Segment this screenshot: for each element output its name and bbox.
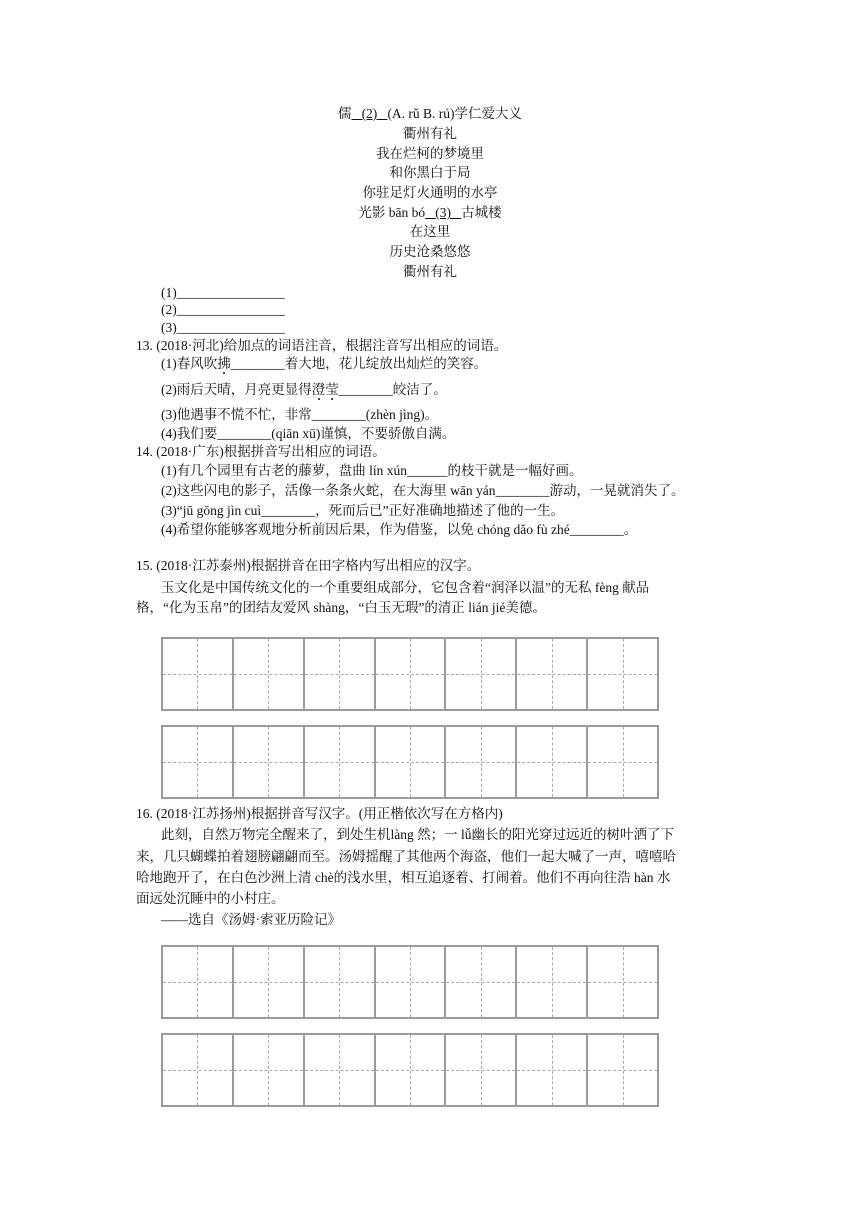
q13-item-2-prefix: (2)雨后天晴，月亮更显得 — [161, 382, 312, 397]
q13-dotted-char: 莹 — [325, 382, 339, 397]
tian-grid-cell[interactable] — [588, 727, 659, 797]
q14-item-1[interactable]: (1)有几个园里有古老的藤萝，盘曲 lín xún______的枝干就是一幅好画。 — [161, 463, 583, 478]
q16-source: ——选自《汤姆·索亚历险记》 — [161, 912, 341, 927]
tian-grid-cell[interactable] — [234, 1035, 305, 1105]
q16-title: 16. (2018·江苏扬州)根据拼音写汉字。(用正楷依次写在方格内) — [136, 806, 503, 821]
q15-paragraph-line-1: 玉文化是中国传统文化的一个重要组成部分，它包含着“润泽以温”的无私 fèng 献品 — [161, 580, 650, 595]
q15-grid-row-1[interactable] — [161, 637, 659, 711]
answer-blank-1[interactable]: (1)________________ — [161, 285, 285, 300]
q13-item-1-prefix: (1)春风吹 — [161, 356, 218, 371]
tian-grid-cell[interactable] — [446, 639, 517, 709]
q14-item-3[interactable]: (3)“jū gōng jìn cuì________，死而后已”正好准确地描述了他的一生。 — [161, 503, 565, 518]
poem-blank-3[interactable] — [425, 205, 461, 220]
q13-dotted-char: 拂 — [217, 356, 231, 371]
answer-blank-2[interactable]: (2)________________ — [161, 302, 285, 317]
q15-title: 15. (2018·江苏泰州)根据拼音在田字格内写出相应的汉字。 — [136, 558, 481, 573]
tian-grid-cell[interactable] — [517, 947, 588, 1017]
tian-grid-cell[interactable] — [305, 1035, 376, 1105]
tian-grid-cell[interactable] — [588, 639, 659, 709]
q13-item-1-suffix[interactable]: ________着大地，花儿绽放出灿烂的笑容。 — [230, 356, 488, 371]
tian-grid-cell[interactable] — [163, 639, 234, 709]
q14-title: 14. (2018·广东)根据拼音写出相应的词语。 — [136, 444, 386, 459]
q13-item-4[interactable]: (4)我们要________(qiān xū)谨慎，不要骄傲自满。 — [161, 426, 456, 441]
q16-paragraph-line-3: 哈地跑开了，在白色沙洲上清 chè的浅水里，相互追逐着、打闹着。他们不再向往浩 hàn 水 — [136, 870, 671, 885]
poem-line-2: 衢州有礼 — [403, 126, 457, 141]
tian-grid-cell[interactable] — [376, 727, 447, 797]
poem-blank-2-label: (2) — [361, 106, 378, 121]
q16-grid-row-1[interactable] — [161, 945, 659, 1019]
q16-paragraph-line-4: 面远处沉睡中的小村庄。 — [136, 891, 285, 906]
q13-item-2 — [161, 380, 447, 399]
tian-grid-cell[interactable] — [305, 727, 376, 797]
poem-line-6 — [0, 203, 860, 222]
tian-grid-cell[interactable] — [446, 1035, 517, 1105]
poem-line-8: 历史沧桑悠悠 — [389, 244, 471, 259]
q13-item-1 — [161, 354, 487, 373]
poem-line-1-suffix: (A. rǔ B. rú)学仁爱大义 — [387, 106, 523, 121]
tian-grid-cell[interactable] — [376, 1035, 447, 1105]
q14-item-4[interactable]: (4)希望你能够客观地分析前因后果，作为借鉴，以免 chóng dǎo fù zhé________。 — [161, 522, 638, 537]
tian-grid-cell[interactable] — [234, 727, 305, 797]
tian-grid-cell[interactable] — [446, 727, 517, 797]
tian-grid-cell[interactable] — [517, 727, 588, 797]
q16-grid-row-2[interactable] — [161, 1033, 659, 1107]
poem-line-6-suffix: 古城楼 — [461, 205, 502, 220]
poem-blank-3-label: (3) — [435, 205, 451, 220]
q13-title: 13. (2018·河北)给加点的词语注音，根据注音写出相应的词语。 — [136, 338, 508, 353]
tian-grid-cell[interactable] — [234, 947, 305, 1017]
poem-blank-2[interactable] — [351, 106, 387, 121]
q15-grid-row-2[interactable] — [161, 725, 659, 799]
poem-line-7: 在这里 — [409, 224, 451, 239]
q14-item-2[interactable]: (2)这些闪电的影子，活像一条条火蛇，在大海里 wān yán________游动，一晃就消失了。 — [161, 483, 685, 498]
poem-line-6-prefix: 光影 bān bó — [358, 205, 426, 220]
tian-grid-cell[interactable] — [376, 947, 447, 1017]
q13-item-3[interactable]: (3)他遇事不慌不忙，非常________(zhèn jìng)。 — [161, 407, 439, 422]
q16-paragraph-line-2: 来，几只蝴蝶拍着翅膀翩翩而至。汤姆摇醒了其他两个海盗，他们一起大喊了一声，嘻嘻哈 — [136, 849, 676, 864]
tian-grid-cell[interactable] — [588, 1035, 659, 1105]
tian-grid-cell[interactable] — [234, 639, 305, 709]
tian-grid-cell[interactable] — [517, 639, 588, 709]
tian-grid-cell[interactable] — [163, 727, 234, 797]
q16-paragraph-line-1: 此刻，自然万物完全醒来了，到处生机làng 然；一 lǚ幽长的阳光穿过远近的树叶洒了下 — [161, 827, 674, 842]
tian-grid-cell[interactable] — [163, 947, 234, 1017]
tian-grid-cell[interactable] — [446, 947, 517, 1017]
poem-line-5: 你驻足灯火通明的水亭 — [362, 185, 498, 200]
tian-grid-cell[interactable] — [305, 947, 376, 1017]
q13-item-2-suffix[interactable]: ________皎洁了。 — [338, 382, 447, 397]
tian-grid-cell[interactable] — [588, 947, 659, 1017]
q15-paragraph-line-2: 格，“化为玉帛”的团结友爱风 shàng，“白玉无瑕”的清正 lián jié美德。 — [136, 600, 546, 615]
poem-line-1-prefix: 儒 — [337, 106, 352, 121]
poem-line-9: 衢州有礼 — [403, 264, 457, 279]
tian-grid-cell[interactable] — [305, 639, 376, 709]
poem-line-4: 和你黑白于局 — [389, 165, 471, 180]
poem-line-3: 我在烂柯的梦境里 — [376, 146, 484, 161]
poem-line-1 — [0, 104, 860, 123]
tian-grid-cell[interactable] — [376, 639, 447, 709]
q13-dotted-char: 澄 — [311, 382, 326, 397]
answer-blank-3[interactable]: (3)________________ — [161, 320, 285, 335]
tian-grid-cell[interactable] — [163, 1035, 234, 1105]
tian-grid-cell[interactable] — [517, 1035, 588, 1105]
